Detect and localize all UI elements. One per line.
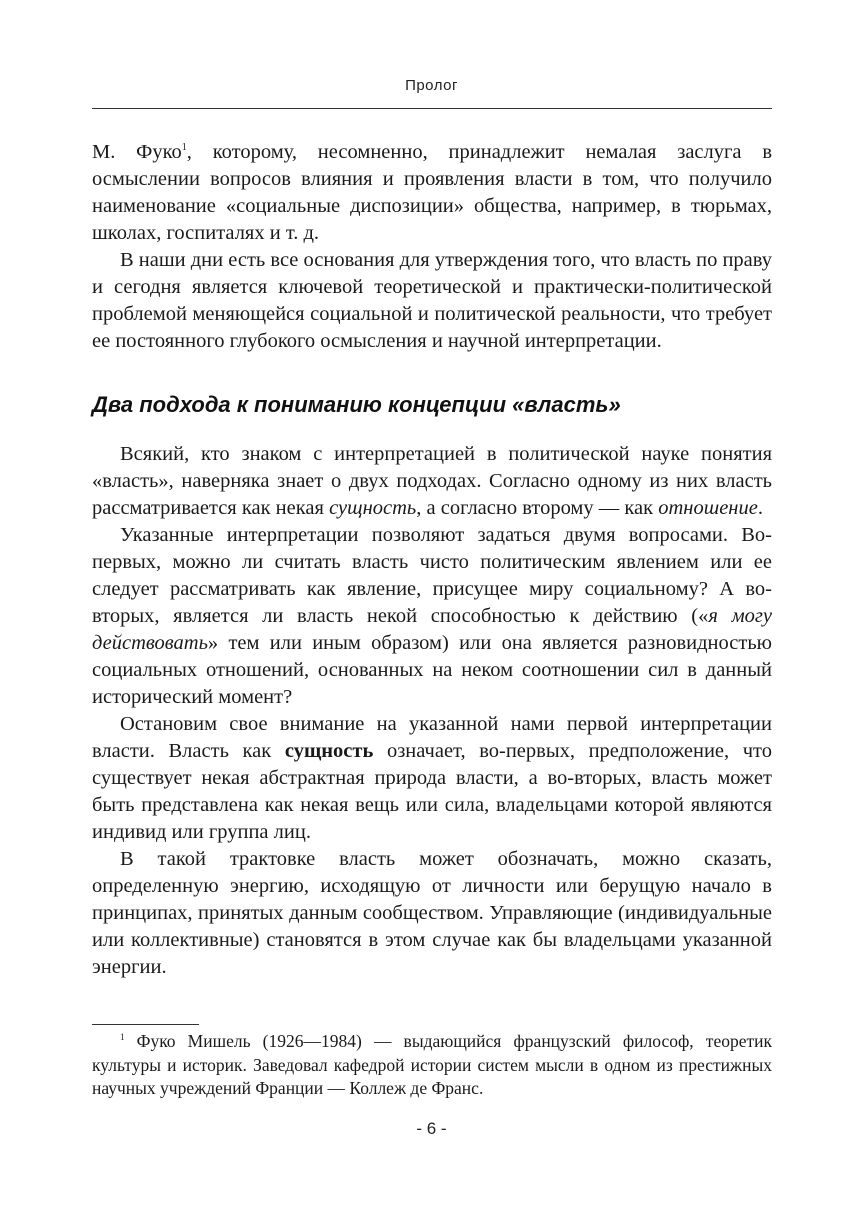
paragraph-3 <box>92 441 772 522</box>
footnote <box>92 1030 772 1101</box>
paragraph-5-part-a: Остановим свое внимание на указанной нами первой интерпретации власти. Власть как <box>92 713 772 762</box>
footnote-reference[interactable]: 1 <box>181 142 187 154</box>
footnote-marker: 1 <box>120 1032 125 1043</box>
paragraph-1 <box>92 139 772 247</box>
paragraph-4-part-a: Указанные интерпретации позволяют задаться двумя вопросами. Во-первых, можно ли считать власть чисто политическим явлением или ее следует рассматривать как явление, присущее миру социальному? А во-вторых, является ли власть некой способностью к действию (« <box>92 524 772 627</box>
italic-term-relation: отношение <box>658 497 758 519</box>
footnote-text: Фуко Мишель (1926—1984) — выдающийся французский философ, теоретик культуры и историк. Заведовал кафедрой истории систем мысли в одном из престижных научных учреждений Франции — Коллеж де Франс. <box>92 1031 772 1098</box>
page-number: - 6 - <box>416 1119 447 1138</box>
paragraph-6: В такой трактовке власть может обозначать, можно сказать, определенную энергию, исходящую от личности или берущую начало в принципах, принятых данным сообществом. Управляющие (индивидуальные или коллективные) становятся в этом случае как бы владельцами указанной энергии. <box>92 848 772 978</box>
paragraph-3-part-e: . <box>757 497 763 519</box>
section-heading: Два подхода к пониманию концепции «власть» <box>92 392 621 417</box>
paragraph-5-part-c: означает, во-первых, предположение, что существует некая абстрактная природа власти, а во-вторых, власть может быть представлена как некая вещь или сила, владельцами которой являются индивид или группа лиц. <box>92 740 772 843</box>
paragraph-4 <box>92 522 772 711</box>
running-header-title: Пролог <box>405 77 458 94</box>
italic-term-essence: сущность <box>329 497 417 519</box>
paragraph-1-start: М. Фуко <box>92 141 182 163</box>
footnote-divider <box>92 1024 199 1025</box>
italic-phrase-i-can-act: я могу действовать <box>92 605 773 654</box>
paragraph-1-rest: , которому, несомненно, принадлежит немалая заслуга в осмыслении вопросов влияния и проявления власти в том, что получило наименование «социальные диспозиции» общества, например, в тюрьмах, школах, госпиталях и т. д. <box>92 141 773 244</box>
paragraph-3-part-c: , а согласно второму — как <box>416 497 659 519</box>
paragraph-5 <box>92 711 772 846</box>
main-text-block <box>92 139 772 981</box>
header-divider <box>92 108 772 109</box>
paragraph-3-part-a: Всякий, кто знаком с интерпретацией в политической науке понятия «власть», наверняка знает о двух подходах. Согласно одному из них власть рассматривается как некая <box>92 443 772 519</box>
paragraph-2: В наши дни есть все основания для утверждения того, что власть по праву и сегодня является ключевой теоретической и практически-политической проблемой меняющейся социальной и политической реальности, что требует ее постоянного глубокого осмысления и научной интерпретации. <box>92 249 772 352</box>
paragraph-4-part-c: » тем или иным образом) или она является разновидностью социальных отношений, основанных на неком соотношении сил в данный исторический момент? <box>92 632 772 708</box>
bold-term-essence: сущность <box>284 740 374 762</box>
